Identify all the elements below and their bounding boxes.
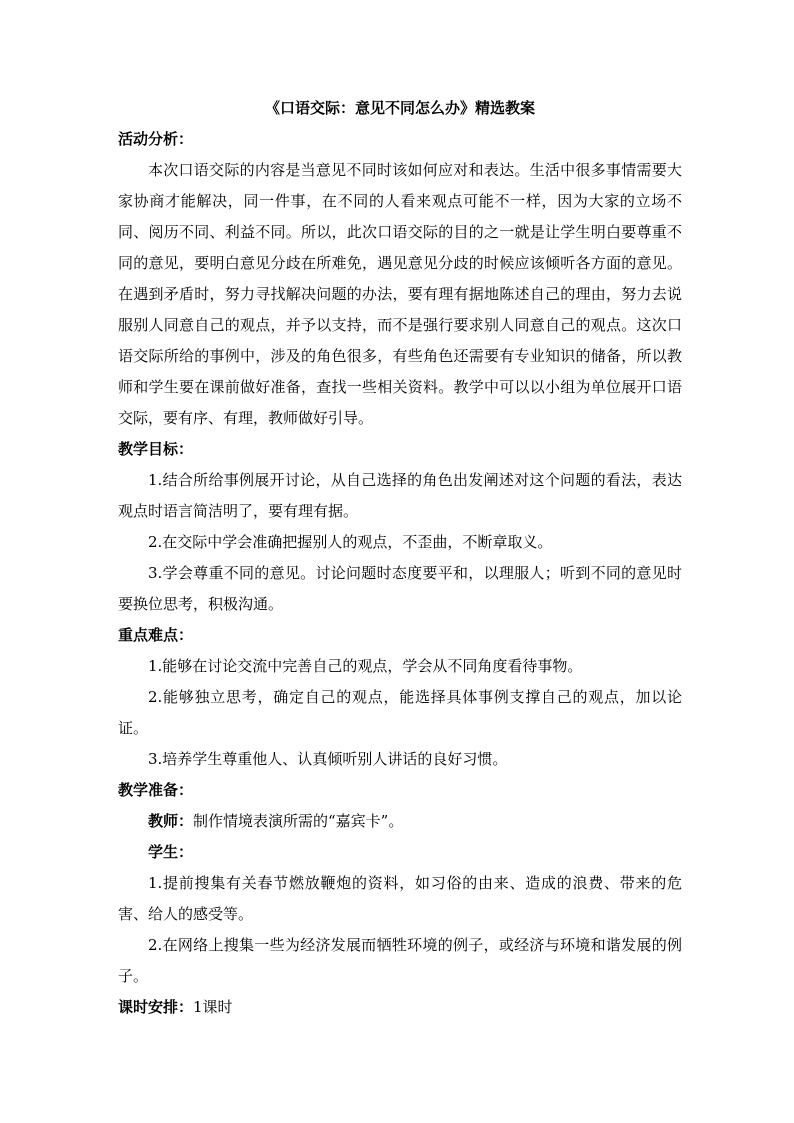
- goals-heading: 教学目标：: [118, 440, 194, 458]
- preparation-item: 2.在网络上搜集一些为经济发展而牺牲环境的例子，或经济与环境和谐发展的例子。: [118, 936, 682, 985]
- key-point-item: 2.能够独立思考，确定自己的观点，能选择具体事例支撑自己的观点，加以论证。: [118, 688, 682, 737]
- preparation-item: 1.提前搜集有关春节燃放鞭炮的资料，如习俗的由来、造成的浪费、带来的危害、给人的感受等。: [118, 874, 682, 923]
- teacher-label: 教师：: [148, 812, 194, 830]
- document-title: 《口语交际：意见不同怎么办》精选教案: [264, 99, 535, 117]
- schedule-label: 课时安排：: [118, 998, 194, 1016]
- schedule-line: [118, 992, 682, 1023]
- teacher-text: 制作情境表演所需的“嘉宾卡”。: [193, 812, 404, 830]
- key-point-item: 3.培养学生尊重他人、认真倾听别人讲话的良好习惯。: [148, 750, 508, 768]
- document-body: [118, 93, 682, 1023]
- student-preparation: [118, 837, 682, 868]
- student-label: 学生：: [148, 843, 194, 861]
- key-point-item: 1.能够在讨论交流中完善自己的观点，学会从不同角度看待事物。: [148, 657, 583, 675]
- teacher-preparation: [118, 806, 682, 837]
- goal-item: 1.结合所给事例展开讨论，从自己选择的角色出发阐述对这个问题的看法，表达观点时语言简洁明了，要有理有据。: [118, 471, 682, 520]
- analysis-paragraph: 本次口语交际的内容是当意见不同时该如何应对和表达。生活中很多事情需要大家协商才能解决，同一件事，在不同的人看来观点可能不一样，因为大家的立场不同、阅历不同、利益不同。所以，此次口语交际的目的之一就是让学生明白要尊重不同的意见，要明白意见分歧在所难免，遇见意见分歧的时候应该倾听各方面的意见。在遇到矛盾时，努力寻找解决问题的办法，要有理有据地陈述自己的理由，努力去说服别人同意自己的观点，并予以支持，而不是强行要求别人同意自己的观点。这次口语交际所给的事例中，涉及的角色很多，有些角色还需要有专业知识的储备，所以教师和学生要在课前做好准备，查找一些相关资料。教学中可以以小组为单位展开口语交际，要有序、有理，教师做好引导。: [118, 161, 682, 427]
- schedule-value: 1课时: [193, 998, 233, 1016]
- key-points-heading: 重点难点：: [118, 626, 194, 644]
- preparation-heading: 教学准备：: [118, 781, 194, 799]
- goal-item: 3.学会尊重不同的意见。讨论问题时态度要平和，以理服人；听到不同的意见时要换位思考，积极沟通。: [118, 564, 682, 613]
- goal-item: 2.在交际中学会准确把握别人的观点，不歪曲，不断章取义。: [148, 533, 553, 551]
- analysis-heading: 活动分析：: [118, 130, 194, 148]
